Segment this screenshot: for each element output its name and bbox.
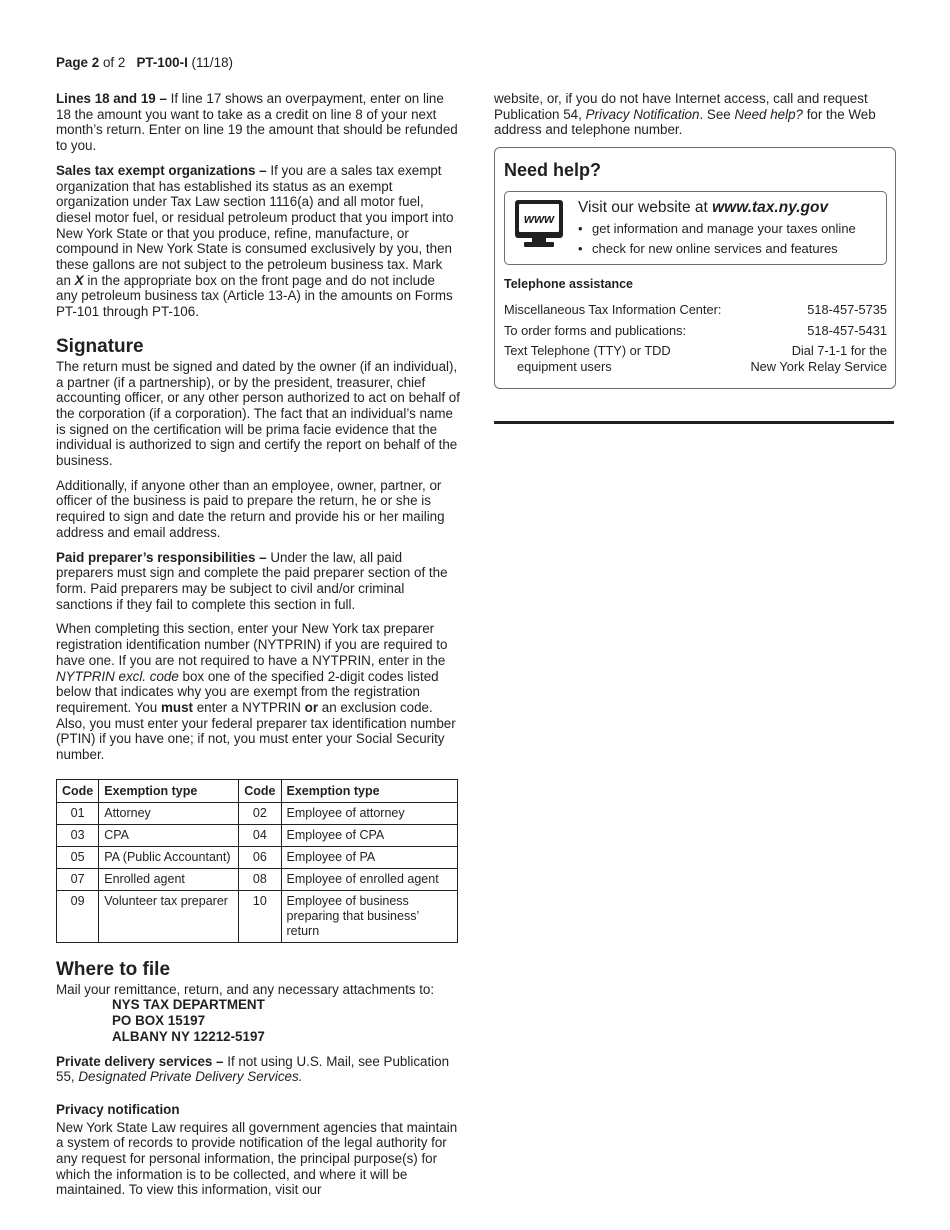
- phone-label: To order forms and publications:: [504, 322, 687, 338]
- table-cell: Employee of PA: [281, 846, 458, 868]
- list-item: • check for new online services and features: [578, 239, 886, 259]
- sales-tax-lead: Sales tax exempt organizations –: [56, 162, 267, 178]
- telephone-heading: Telephone assistance: [504, 277, 633, 292]
- table-cell: CPA: [99, 824, 239, 846]
- table-header: Exemption type: [99, 779, 239, 802]
- need-help-box: [494, 147, 896, 389]
- sales-tax-text: If you are a sales tax exempt organization that has established its status as an exempt organization under Tax Law section 1116(a) and all motor fuel, diesel motor fuel, or residual petroleum product that you import into New York State or that you produce, refine, manufacture, or compound in New York State is consumed exclusively by you, then these gallons are not subject to the petroleum business tax. Mark an: [56, 162, 454, 288]
- table-cell: Employee of enrolled agent: [281, 868, 458, 890]
- table-row: [57, 890, 458, 942]
- paid-preparer-paragraph: [56, 550, 460, 613]
- left-column: [56, 91, 460, 1198]
- table-cell: 05: [57, 846, 99, 868]
- table-header-row: [57, 779, 458, 802]
- lines-18-19-lead: Lines 18 and 19 –: [56, 91, 167, 106]
- list-item: • get information and manage your taxes online: [578, 219, 886, 239]
- table-row: [57, 846, 458, 868]
- nytprin-text-d: an exclusion code. Also, you must enter your federal preparer tax identification number (PTIN) if you have one; if not, you must enter your Social Security number.: [56, 699, 456, 763]
- nytprin-text-c: enter a NYTPRIN: [196, 699, 301, 715]
- table-cell: 03: [57, 824, 99, 846]
- website-intro: Visit our website at: [578, 199, 708, 217]
- phone-row: [504, 302, 887, 318]
- table-cell: 04: [239, 824, 281, 846]
- phone-row: [504, 323, 887, 339]
- phone-label: Miscellaneous Tax Information Center:: [504, 301, 722, 317]
- nytprin-text-a: When completing this section, enter your New York tax preparer registration identification number (NYTPRIN) if you are required to have one. If you are not required to have a NYTPRIN, enter in the: [56, 621, 448, 668]
- private-delivery-paragraph: [56, 1054, 460, 1085]
- page-label: Page: [56, 55, 89, 70]
- table-row: [57, 868, 458, 890]
- nytprin-paragraph: [56, 621, 460, 762]
- where-to-file-heading: Where to file: [56, 958, 171, 980]
- nytprin-must: must: [160, 699, 193, 715]
- table-cell: 10: [239, 890, 281, 942]
- signature-paragraph-1: The return must be signed and dated by the owner (if an individual), a partner (if a partnership), or by the president, treasurer, chief accounting officer, or any other person authorized to act on behalf of the corporation (if a corporation). The fact that an individual’s name is signed on the certification will be prima facie evidence that the individual is authorized to sign and certify the report on behalf of the business.: [56, 358, 460, 469]
- website-bullets: [578, 219, 886, 259]
- address-line: PO BOX 15197: [112, 1013, 206, 1029]
- tty-value-line: New York Relay Service: [750, 359, 887, 375]
- privacy-cont-text-c: for the Web address and telephone number.: [494, 106, 876, 138]
- table-cell: 07: [57, 868, 99, 890]
- table-cell: Enrolled agent: [99, 868, 239, 890]
- privacy-text: New York State Law requires all government agencies that maintain a system of records to provide notification of the legal authority for any request for personal information, the principal purpose(s) for which the information is to be collected, and where it will be maintained. To view this information, visit our: [56, 1119, 458, 1198]
- tty-value: [750, 343, 887, 375]
- tty-row: [504, 343, 887, 375]
- nytprin-excl-code: NYTPRIN excl. code: [56, 668, 179, 684]
- paid-preparer-lead: Paid preparer’s responsibilities –: [56, 549, 267, 565]
- right-column: [494, 91, 896, 389]
- address-line: ALBANY NY 12212-5197: [112, 1028, 265, 1044]
- tty-label-line: equipment users: [517, 359, 612, 375]
- table-cell: 09: [57, 890, 99, 942]
- mailing-address: [112, 997, 460, 1044]
- paid-preparer-text: Under the law, all paid preparers must sign and complete the paid preparer section of the form. Paid preparers may be subject to civil and/or criminal sanctions if they fail to complete this section in full.: [56, 549, 448, 612]
- nytprin-text-b: box one of the specified 2-digit codes listed below that indicates why you are exempt from the registration requirement. You: [56, 668, 439, 715]
- table-cell: Attorney: [99, 802, 239, 824]
- table-header: Code: [57, 779, 99, 802]
- website-line: [578, 198, 886, 217]
- privacy-continuation: [494, 91, 896, 138]
- lines-18-19-text: If line 17 shows an overpayment, enter on line 18 the amount you want to take as a credit on line 8 of your next month’s return. Enter on line 19 the amount that should be refunded to you.: [56, 91, 458, 154]
- table-cell: Employee of CPA: [281, 824, 458, 846]
- section-divider: [494, 421, 894, 424]
- tty-label: [504, 343, 671, 375]
- page-of: of 2: [102, 55, 126, 70]
- table-cell: Employee of attorney: [281, 802, 458, 824]
- mark-x: X: [74, 272, 84, 288]
- table-cell: Volunteer tax preparer: [99, 890, 239, 942]
- address-line: NYS TAX DEPARTMENT: [112, 997, 265, 1013]
- privacy-cont-text-b: . See: [699, 106, 731, 122]
- tty-label-line: Text Telephone (TTY) or TDD: [504, 343, 671, 359]
- website-link[interactable]: www.tax.ny.gov: [712, 199, 829, 217]
- signature-paragraph-2: Additionally, if anyone other than an employee, owner, partner, or officer of the business is paid to prepare the return, he or she is required to sign and date the return and provide his or her mailing address and email address.: [56, 477, 445, 540]
- exemption-codes-table: [56, 779, 458, 943]
- form-id: PT-100-I: [136, 55, 188, 70]
- signature-heading: Signature: [56, 335, 144, 357]
- computer-monitor-icon: [514, 199, 564, 249]
- table-row: [57, 802, 458, 824]
- table-cell: 08: [239, 868, 281, 890]
- privacy-cont-text-a: website, or, if you do not have Internet access, call and request Publication 54,: [494, 91, 868, 122]
- private-delivery-text: If not using U.S. Mail, see Publication 55,: [56, 1053, 450, 1085]
- table-cell: Employee of business preparing that business’ return: [281, 890, 458, 942]
- table-cell: 06: [239, 846, 281, 868]
- privacy-heading: Privacy notification: [56, 1101, 180, 1117]
- table-cell: 01: [57, 802, 99, 824]
- tty-value-line: Dial 7-1-1 for the: [791, 343, 887, 359]
- phone-number: 518-457-5735: [807, 301, 887, 317]
- page-header: [56, 55, 233, 71]
- page-number: 2: [91, 55, 100, 70]
- website-box: [504, 191, 887, 265]
- private-delivery-pub-title: Designated Private Delivery Services.: [78, 1069, 303, 1085]
- private-delivery-lead: Private delivery services –: [56, 1053, 224, 1069]
- table-row: [57, 824, 458, 846]
- nytprin-or: or: [304, 699, 319, 715]
- table-cell: PA (Public Accountant): [99, 846, 239, 868]
- table-header: Code: [239, 779, 281, 802]
- where-to-file-intro: Mail your remittance, return, and any necessary attachments to:: [56, 981, 435, 997]
- www-icon-text: www: [523, 211, 555, 227]
- table-header: Exemption type: [281, 779, 458, 802]
- need-help-reference: Need help?: [734, 106, 803, 122]
- table-cell: 02: [239, 802, 281, 824]
- sales-tax-paragraph: [56, 163, 460, 320]
- lines-18-19-paragraph: [56, 91, 460, 154]
- privacy-pub-title: Privacy Notification: [585, 106, 700, 122]
- form-date: (11/18): [191, 55, 233, 70]
- sales-tax-text-2: in the appropriate box on the front page and do not include any petroleum business tax (Article 13-A) in the amounts on Forms PT-101 through PT-106.: [56, 272, 453, 320]
- phone-number: 518-457-5431: [807, 322, 887, 338]
- need-help-heading: Need help?: [504, 160, 602, 181]
